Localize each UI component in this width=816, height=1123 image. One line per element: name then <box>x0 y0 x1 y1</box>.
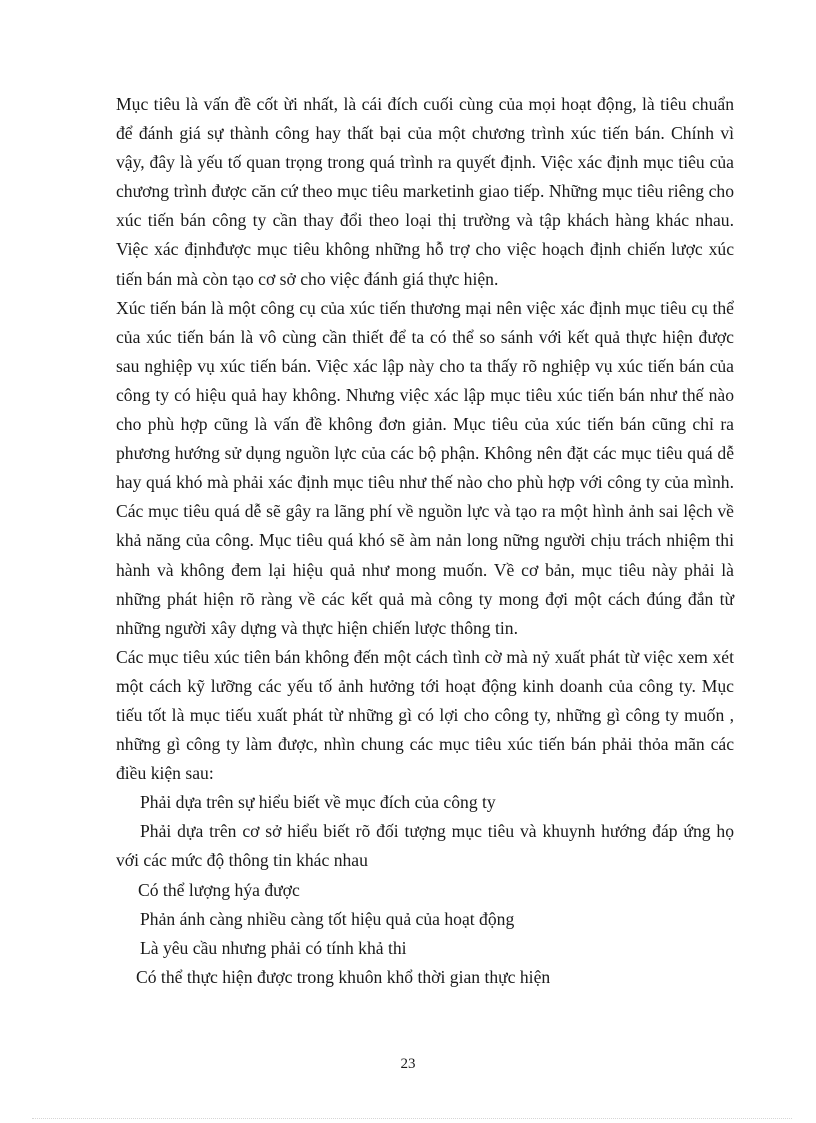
condition-item: Phải dựa trên cơ sở hiểu biết rõ đối tượng mục tiêu và khuynh hướng đáp ứng họ với các mức độ thông tin khác nhau <box>116 821 734 871</box>
condition-item: Là yêu cầu nhưng phải có tính khả thi <box>140 937 407 958</box>
paragraph-objectives-importance: Mục tiêu là vấn đề cốt ừi nhất, là cái đích cuối cùng của mọi hoạt động, là tiêu chuẩn để đánh giá sự thành công hay thất bại của một chương trình xúc tiến bán. Chính vì vậy, đây là yếu tố quan trọng trong quá trình ra quyết định. Việc xác định mục tiêu của chương trình được căn cứ theo mục tiêu marketinh giao tiếp. Những mục tiêu riêng cho xúc tiến bán công ty cần thay đổi theo loại thị trường và tập khách hàng khác nhau. Việc xác địnhđược mục tiêu không những hỗ trợ cho việc hoạch định chiến lược xúc tiến bán mà còn tạo cơ sở cho việc đánh giá thực hiện. <box>116 94 734 289</box>
body-text <box>116 90 734 992</box>
footer-divider <box>32 1118 792 1119</box>
paragraph-objectives-conditions-intro: Các mục tiêu xúc tiên bán không đến một cách tình cờ mà nỷ xuất phát từ việc xem xét một cách kỹ lưỡng các yếu tố ảnh hưởng tới hoạt động kinh doanh của công ty. Mục tiếu tốt là mục tiếu xuất phát từ những gì có lợi cho công ty, những gì công ty muốn , những gì công ty làm được, nhìn chung các mục tiêu xúc tiến bán phải thỏa mãn các điều kiện sau: <box>116 646 734 784</box>
condition-item: Phản ánh càng nhiều càng tốt hiệu quả của hoạt động <box>140 908 515 929</box>
page-number: 23 <box>400 1056 416 1072</box>
condition-item: Phải dựa trên sự hiểu biết về mục đích của công ty <box>140 792 496 813</box>
condition-item: Có thể lượng hýa được <box>138 879 300 900</box>
condition-item: Có thể thực hiện được trong khuôn khổ thời gian thực hiện <box>136 966 551 987</box>
paragraph-objectives-setting: Xúc tiến bán là một công cụ của xúc tiến thương mại nên việc xác định mục tiêu cụ thể của xúc tiến bán là vô cùng cần thiết để ta có thể so sánh với kết quả thực hiện được sau nghiệp vụ xúc tiến bán. Việc xác lập này cho ta thấy rõ nghiệp vụ xúc tiến bán của công ty có hiệu quả hay không. Nhưng việc xác lập mục tiêu xúc tiến bán như thế nào cho phù hợp cũng là vấn đề không đơn giản. Mục tiêu của xúc tiến bán cũng chỉ ra phương hướng sử dụng nguồn lực của các bộ phận. Không nên đặt các mục tiêu quá dễ hay quá khó mà phải xác định mục tiêu như thế nào cho phù hợp với công ty của mình. Các mục tiêu quá dễ sẽ gây ra lãng phí về nguồn lực và tạo ra một hình ảnh sai lệch về khả năng của công. Mục tiêu quá khó sẽ àm nản long nững người chịu trách nhiệm thi hành và không đem lại hiệu quả như mong muốn. Về cơ bản, mục tiêu này phải là những phát hiện rõ ràng về các kết quả mà công ty mong đợi một cách đúng đắn từ những người xây dựng và thực hiện chiến lược thông tin. <box>116 297 734 638</box>
